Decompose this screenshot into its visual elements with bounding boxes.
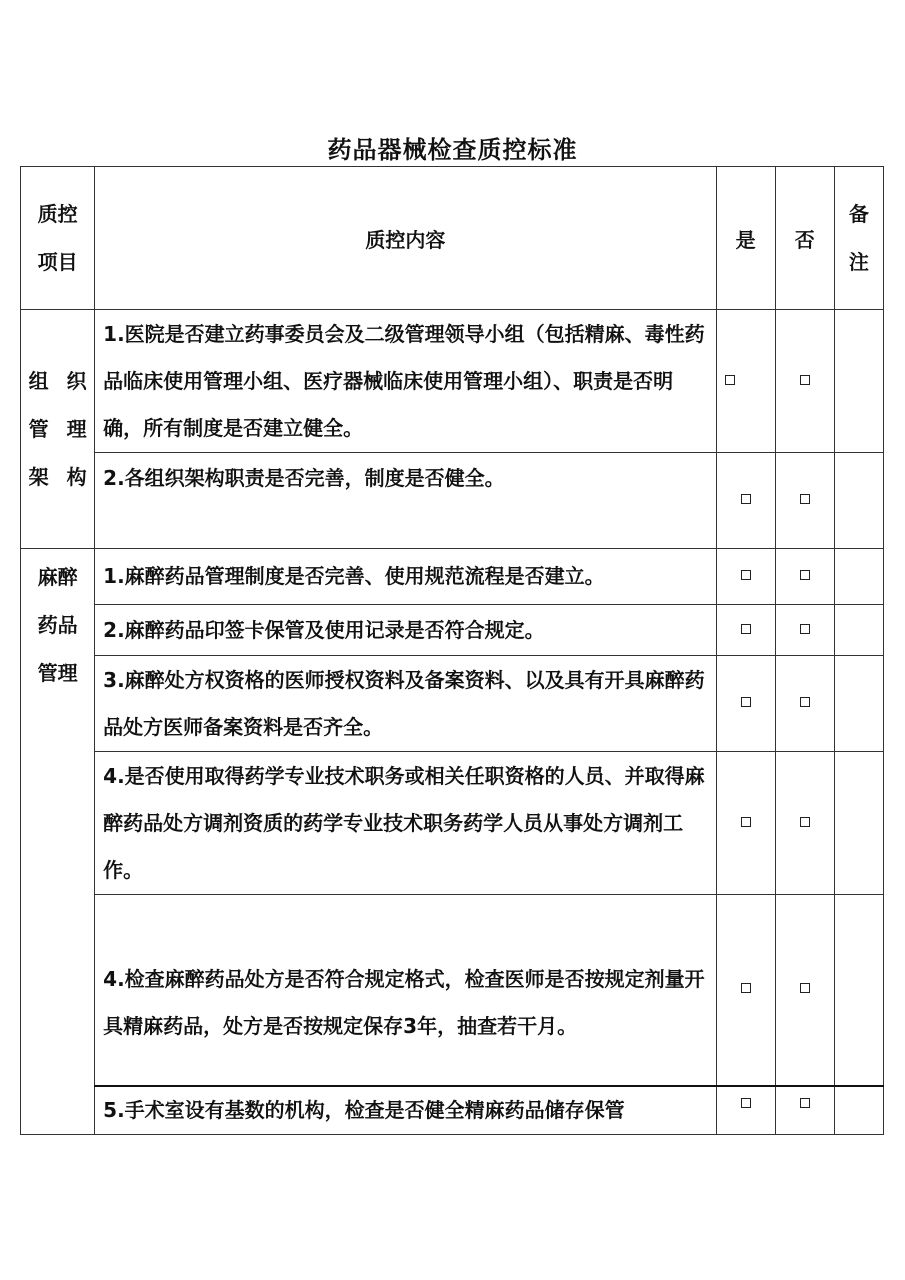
table-row (21, 1086, 884, 1135)
yes-checkbox[interactable] (716, 656, 775, 752)
yes-checkbox[interactable] (716, 1086, 775, 1135)
row-content: 5.手术室设有基数的机构，检查是否健全精麻药品储存保管 (95, 1086, 716, 1135)
table-row (21, 453, 884, 549)
yes-checkbox[interactable] (716, 310, 775, 453)
header-row (21, 167, 884, 310)
row-content: 3.麻醉处方权资格的医师授权资料及备案资料、以及具有开具麻醉药品处方医师备案资料是否齐全。 (95, 656, 716, 752)
table-row (21, 549, 884, 605)
no-checkbox[interactable] (775, 895, 834, 1086)
section-item-label: 组织管理架构 (28, 369, 87, 489)
header-content: 质控内容 (95, 167, 716, 310)
page-title: 药品器械检查质控标准 (327, 136, 578, 164)
yes-checkbox[interactable] (716, 752, 775, 895)
note-cell (834, 1086, 883, 1135)
note-cell (834, 605, 883, 656)
table-row (21, 605, 884, 656)
section-item-anesthetic (21, 549, 95, 1135)
row-content: 1.医院是否建立药事委员会及二级管理领导小组（包括精麻、毒性药品临床使用管理小组、医疗器械临床使用管理小组）、职责是否明确，所有制度是否建立健全。 (95, 310, 716, 453)
header-item: 质控项目 (21, 167, 95, 310)
row-content: 2.各组织架构职责是否完善，制度是否健全。 (95, 453, 716, 549)
row-content: 2.麻醉药品印签卡保管及使用记录是否符合规定。 (95, 605, 716, 656)
table-row (21, 656, 884, 752)
yes-checkbox[interactable] (716, 895, 775, 1086)
row-content: 4.检查麻醉药品处方是否符合规定格式，检查医师是否按规定剂量开具精麻药品，处方是否按规定保存3年，抽查若干月。 (95, 895, 716, 1086)
table-row (21, 752, 884, 895)
yes-checkbox[interactable] (716, 453, 775, 549)
header-note: 备注 (834, 167, 883, 310)
row-content: 1.麻醉药品管理制度是否完善、使用规范流程是否建立。 (95, 549, 716, 605)
table-row (21, 895, 884, 1086)
note-cell (834, 310, 883, 453)
no-checkbox[interactable] (775, 453, 834, 549)
no-checkbox[interactable] (775, 752, 834, 895)
section-item-label: 麻醉药品管理 (37, 565, 78, 685)
note-cell (834, 453, 883, 549)
note-cell (834, 895, 883, 1086)
header-no: 否 (775, 167, 834, 310)
no-checkbox[interactable] (775, 1086, 834, 1135)
yes-checkbox[interactable] (716, 549, 775, 605)
section-item-org (21, 310, 95, 549)
no-checkbox[interactable] (775, 605, 834, 656)
yes-checkbox[interactable] (716, 605, 775, 656)
header-yes: 是 (716, 167, 775, 310)
note-cell (834, 656, 883, 752)
note-cell (834, 752, 883, 895)
no-checkbox[interactable] (775, 310, 834, 453)
note-cell (834, 549, 883, 605)
table-row (21, 310, 884, 453)
quality-control-table (20, 166, 884, 1135)
row-content: 4.是否使用取得药学专业技术职务或相关任职资格的人员、并取得麻醉药品处方调剂资质的药学专业技术职务药学人员从事处方调剂工作。 (95, 752, 716, 895)
no-checkbox[interactable] (775, 549, 834, 605)
no-checkbox[interactable] (775, 656, 834, 752)
